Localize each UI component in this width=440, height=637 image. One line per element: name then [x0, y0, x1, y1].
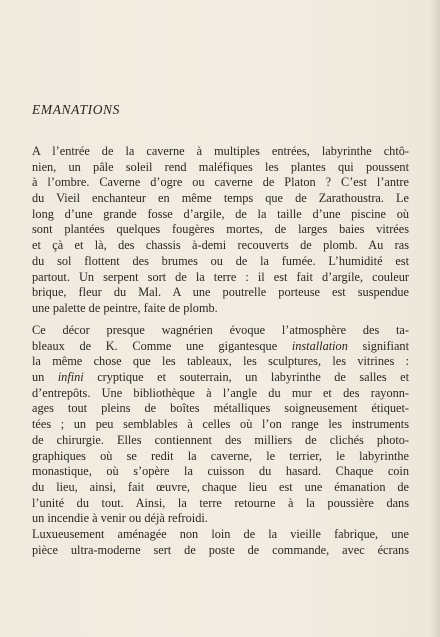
paragraph-2-line: la même chose que les tableaux, les sculptures, les vitrines : [32, 354, 409, 369]
italic-word-installation: installation [291, 338, 348, 353]
paragraph-2-line: de chirurgie. Elles contiennent des milliers de clichés photo- [32, 432, 409, 447]
paragraph-2-line: un infini cryptique et souterrain, un labyrinthe de salles et [32, 370, 409, 385]
paragraph-2-line: un incendie à venir ou déjà refroidi. [32, 511, 208, 526]
paragraph-1-line: du sol flottent des brumes ou de la fumée. L’humidité est [32, 253, 409, 268]
paragraph-2-line: l’unité du tout. Ainsi, la terre retourne à la poussière dans [32, 495, 409, 510]
paragraph-2-line: bleaux de K. Comme une gigantesque installation signifiant [32, 338, 409, 353]
paragraph-2-line: du lieu, ainsi, fait œuvre, chaque lieu est une émanation de [32, 479, 409, 494]
paragraph-1-line: du Vieil enchanteur en même temps que de Zarathoustra. Le [32, 191, 409, 206]
page-edge-shadow [430, 0, 440, 637]
paragraph-1-line: A l’entrée de la caverne à multiples entrées, labyrinthe chtô- [32, 144, 409, 158]
paragraph-1-line: à l’ombre. Caverne d’ogre ou caverne de Platon ? C’est l’antre [32, 175, 409, 190]
paragraph-1-line: sont plantées quelques fougères mortes, de larges baies vitrées [32, 222, 409, 237]
section-heading: EMANATIONS [32, 102, 120, 117]
paragraph-2-line: pièce ultra-moderne sert de poste de commande, avec écrans [32, 542, 409, 557]
paragraph-1-line: une palette de peintre, faite de plomb. [32, 300, 218, 315]
paragraph-1-line: et çà et là, des chassis à-demi recouverts de plomb. Au ras [32, 238, 409, 253]
paragraph-1-line: partout. Un serpent sort de la terre : il est fait d’argile, couleur [32, 269, 409, 284]
paragraph-1-line: brique, fleur du Mal. A une poutrelle porteuse est suspendue [32, 285, 409, 300]
paragraph-2 [32, 323, 409, 558]
italic-word-infini: infini [57, 370, 84, 385]
paragraph-2-line: d’entrepôts. Une bibliothèque à l’angle du mur et des rayonn- [32, 385, 409, 400]
paragraph-2-line: Luxueusement aménagée non loin de la vieille fabrique, une [32, 526, 409, 541]
paragraph-2-line: monastique, où s’opère la cuisson du hasard. Chaque coin [32, 464, 409, 479]
paragraph-1-line: long d’une grande fosse d’argile, de la taille d’une piscine où [32, 206, 409, 221]
paragraph-1-line: nien, un pâle soleil rend maléfiques les plantes qui poussent [32, 159, 409, 174]
paragraph-2-line: ages tout pleins de boîtes métalliques soigneusement étiquet- [32, 401, 409, 416]
paragraph-2-line: graphiques où se redit la caverne, le terrier, le labyrinthe [32, 448, 409, 463]
paragraph-2-line: Ce décor presque wagnérien évoque l’atmosphère des ta- [32, 323, 409, 337]
paragraph-1 [32, 144, 409, 317]
paragraph-2-line: tées ; un peu semblables à celles où l’on range les instruments [32, 417, 409, 432]
